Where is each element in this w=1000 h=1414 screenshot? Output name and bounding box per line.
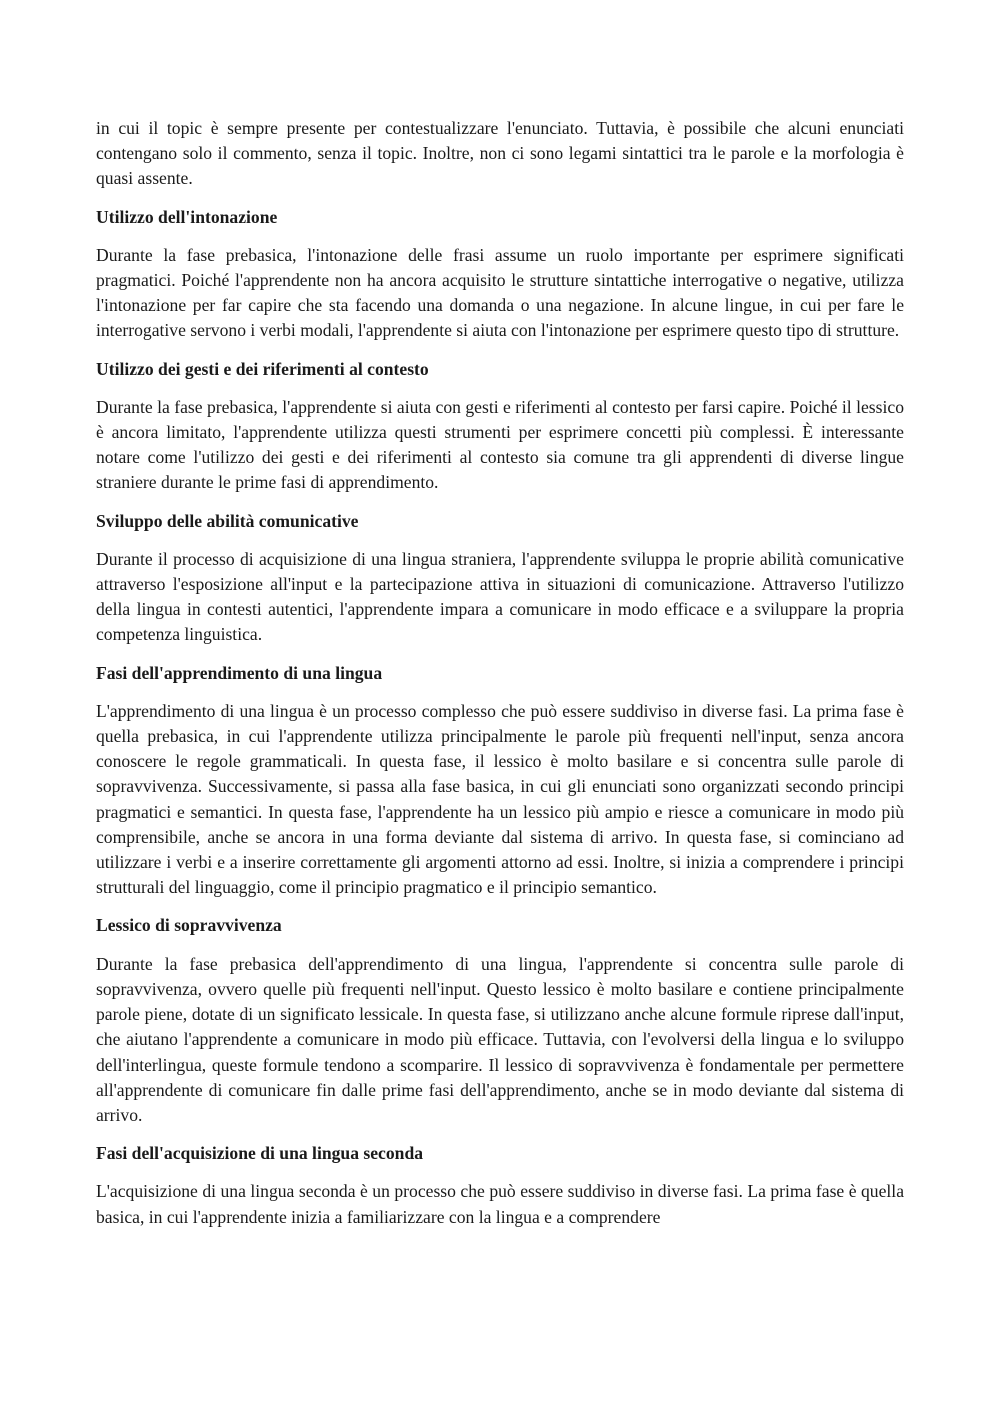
paragraph-fasi-acquisizione: L'acquisizione di una lingua seconda è un processo che può essere suddiviso in diverse fasi. La prima fase è quella basica, in cui l'apprendente inizia a familiarizzare con la lingua e a comprendere [96,1181,904,1227]
paragraph-gesti-contesto: Durante la fase prebasica, l'apprendente si aiuta con gesti e riferimenti al contesto per farsi capire. Poiché il lessico è ancora limitato, l'apprendente utilizza questi strumenti per esprimere concetti più complessi. È interessante notare come l'utilizzo dei gesti e dei riferimenti al contesto sia comune tra gli apprendenti di diverse lingue straniere durante le prime fasi di apprendimento. [96,396,904,493]
paragraph-intro: in cui il topic è sempre presente per contestualizzare l'enunciato. Tuttavia, è possibile che alcuni enunciati contengano solo il commento, senza il topic. Inoltre, non ci sono legami sintattici tra le parole e la morfologia è quasi assente. [96,118,904,189]
heading-abilita-comunicative: Sviluppo delle abilità comunicative [96,510,359,531]
paragraph-lessico-sopravvivenza: Durante la fase prebasica dell'apprendimento di una lingua, l'apprendente si concentra sulle parole di sopravvivenza, ovvero quelle più frequenti nell'input. Questo lessico è molto basilare e contiene principalmente parole piene, dotate di un significato lessicale. In questa fase, si utilizzano anche alcune formule riprese dall'input, che aiutano l'apprendente a comunicare in modo più efficace. Tuttavia, con l'evolversi della lingua e lo sviluppo dell'interlingua, queste formule tendono a scomparire. Il lessico di sopravvivenza è fondamentale per permettere all'apprendente di comunicare fin dalle prime fasi dell'apprendimento, anche se in modo deviante dal sistema di arrivo. [96,953,904,1125]
document-body [96,116,904,1243]
paragraph-intonazione: Durante la fase prebasica, l'intonazione delle frasi assume un ruolo importante per esprimere significati pragmatici. Poiché l'apprendente non ha ancora acquisito le strutture sintattiche interrogative o negative, utilizza l'intonazione per far capire che sta facendo una domanda o una negazione. In alcune lingue, in cui per fare le interrogative servono i verbi modali, l'apprendente si aiuta con l'intonazione per esprimere questo tipo di strutture. [96,244,904,341]
heading-lessico-sopravvivenza: Lessico di sopravvivenza [96,915,282,936]
heading-gesti-contesto: Utilizzo dei gesti e dei riferimenti al contesto [96,358,429,379]
paragraph-fasi-apprendimento: L'apprendimento di una lingua è un processo complesso che può essere suddiviso in diverse fasi. La prima fase è quella prebasica, in cui l'apprendente utilizza principalmente le parole più frequenti nell'input, senza ancora conoscere le regole grammaticali. In questa fase, il lessico è molto basilare e si concentra sulle parole di sopravvivenza. Successivamente, si passa alla fase basica, in cui gli enunciati sono organizzati secondo principi pragmatici e semantici. In questa fase, l'apprendente ha un lessico più ampio e riesce a comunicare in modo più comprensibile, anche se ancora in una forma deviante dal sistema di arrivo. In questa fase, si cominciano ad utilizzare i verbi e a inserire correttamente gli argomenti attorno ad essi. Inoltre, si inizia a comprendere i principi strutturali del linguaggio, come il principio pragmatico e il principio semantico. [96,700,904,898]
paragraph-abilita-comunicative: Durante il processo di acquisizione di una lingua straniera, l'apprendente sviluppa le proprie abilità comunicative attraverso l'esposizione all'input e la partecipazione attiva in situazioni di comunicazione. Attraverso l'utilizzo della lingua in contesti autentici, l'apprendente impara a comunicare in modo efficace e a sviluppare la propria competenza linguistica. [96,548,904,645]
heading-intonazione: Utilizzo dell'intonazione [96,206,278,227]
heading-fasi-apprendimento: Fasi dell'apprendimento di una lingua [96,662,383,683]
heading-fasi-acquisizione: Fasi dell'acquisizione di una lingua seconda [96,1143,424,1164]
